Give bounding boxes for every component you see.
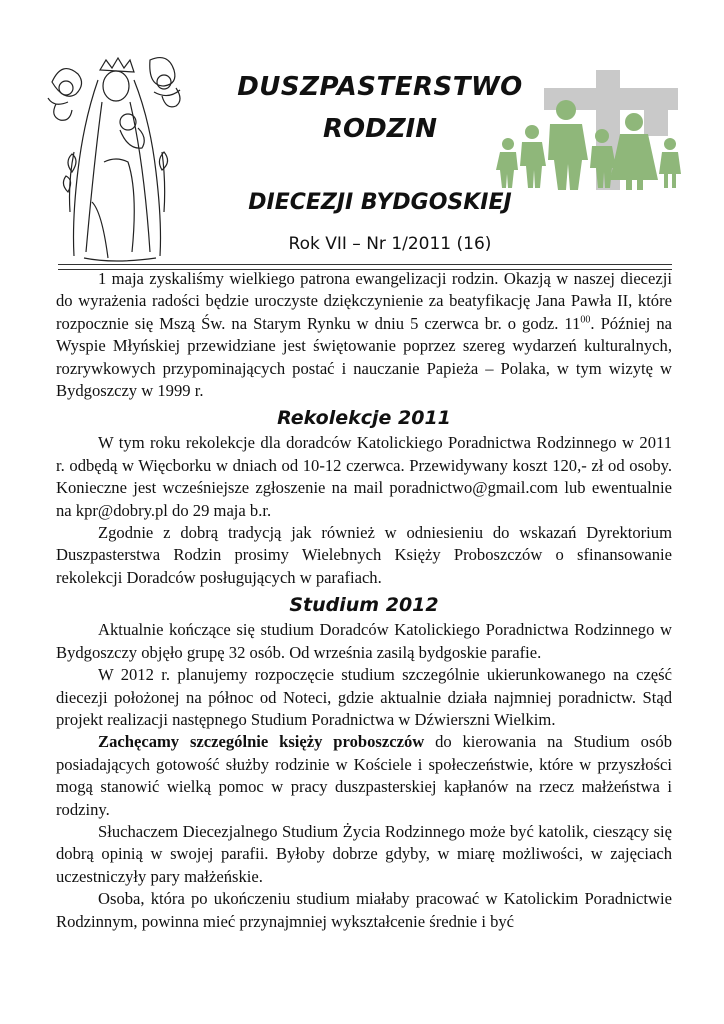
issue-number: Rok VII – Nr 1/2011 (16) — [288, 234, 492, 254]
title-line-2: RODZIN — [323, 114, 437, 144]
title-line-1: DUSZPASTERSTWO — [237, 72, 523, 102]
studium-paragraph-5: Osoba, która po ukończeniu studium miałaby pracować w Katolickim Poradnictwie Rodzinnym, powinna mieć przynajmniej wykształcenie średnie i być — [56, 889, 672, 931]
intro-time-sup: 00 — [580, 314, 591, 326]
madonna-illustration — [44, 52, 194, 264]
title-line-3: DIECEZJI BYDGOSKIEJ — [248, 190, 512, 215]
intro-paragraph — [56, 268, 672, 402]
studium-paragraph-3-rest: do kierowania na Studium osób posiadających gotowość służby rodzinie w Kościele i społeczeństwie, które w przyszłości mogą stanowić wielką pomoc w pracy duszpasterskiej kapłanów na rzecz małżeństwa i rodziny. — [56, 732, 673, 819]
studium-paragraph-4: Słuchaczem Diecezjalnego Studium Życia Rodzinnego może być katolik, cieszący się dobrą opinią w swojej parafii. Byłoby dobrze gdyby, w miarę możliwości, w zajęciach uczestniczyły pary małżeńskie. — [56, 821, 672, 886]
section-heading-rekolekcje: Rekolekcje 2011 — [277, 407, 451, 430]
studium-paragraph-2: W 2012 r. planujemy rozpoczęcie studium szczególnie ukierunkowanego na część diecezji położonej na północ od Noteci, gdzie aktualnie działa najmniej poradnictw. Stąd projekt realizacji następnego Studium Poradnictwa w Dźwierszni Wielkim. — [56, 665, 672, 729]
article-body — [56, 268, 672, 933]
studium-emphasis: Zachęcamy szczególnie księży proboszczów — [98, 732, 425, 752]
rekolekcje-paragraph-2: Zgodnie z dobrą tradycją jak również w odniesieniu do wskazań Dyrektorium Duszpasterstwa Rodzin prosimy Wielebnych Księży Proboszczów o sfinansowanie rekolekcji Doradców posługujących w parafiach. — [56, 523, 672, 587]
intro-text-b: . Później na Wyspie Młyńskiej przewidziane jest świętowanie poprzez szereg wydarzeń kulturalnych, rozrywkowych przypominających postać i nauczanie Papieża – Polaka, w tym wizytę w Bydgoszczy w 1999 r. — [56, 313, 672, 401]
intro-text-a: 1 maja zyskaliśmy wielkiego patrona ewangelizacji rodzin. Okazją w naszej diecezji do wyrażenia radości będzie uroczyste dziękczynienie za beatyfikację Jana Pawła II, które rozpocznie się Mszą Św. na Starym Rynku w dniu 5 czerwca br. o godz. 11 — [56, 269, 672, 333]
section-heading-studium: Studium 2012 — [289, 594, 439, 617]
studium-paragraph-3 — [56, 731, 672, 821]
header-divider — [58, 264, 672, 265]
rekolekcje-paragraph-1: W tym roku rekolekcje dla doradców Katolickiego Poradnictwa Rodzinnego w 2011 r. odbędą w Więcborku w dniach od 10-12 czerwca. Przewidywany koszt 120,- zł od osoby. Konieczne jest wcześniejsze zgłoszenie na mail poradnictwo@gmail.com lub ewentualnie na kpr@dobry.pl do 29 maja b.r. — [56, 433, 672, 520]
studium-paragraph-1: Aktualnie kończące się studium Doradców Katolickiego Poradnictwa Rodzinnego w Bydgoszczy objęło grupę 32 osób. Od września zasilą bydgoskie parafie. — [56, 620, 672, 662]
